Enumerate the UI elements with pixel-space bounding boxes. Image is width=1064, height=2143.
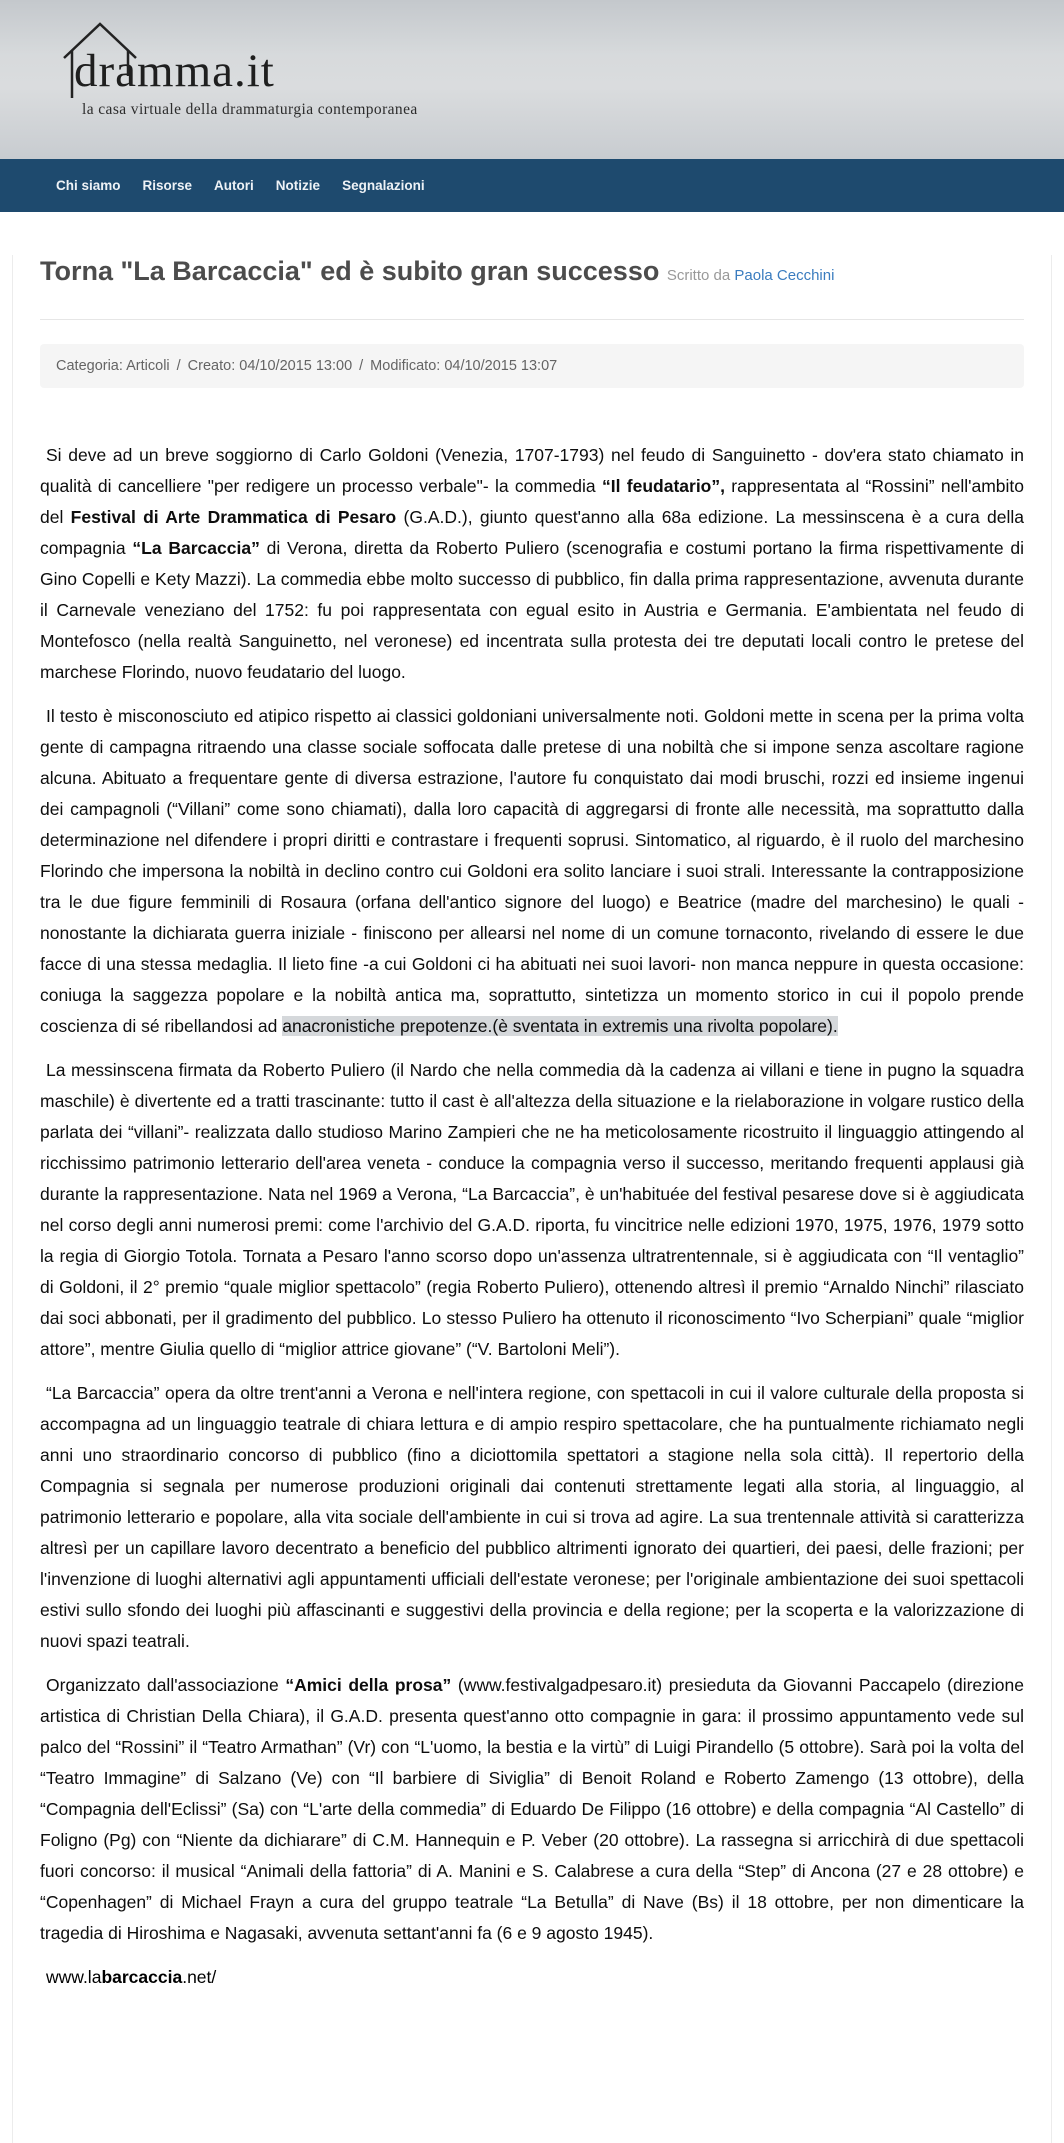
paragraph-text: rappresentata al “Rossini” nell'ambito del: [40, 476, 1025, 527]
article-paragraph: [40, 440, 1024, 688]
paragraph-text: di Verona, diretta da Roberto Puliero (scenografia e costumi portano la firma rispettivamente di Gino Copelli e Kety Mazzi). La commedia ebbe molto successo di pubblico, fin dalla prima rappresentazione, avvenuta durante il Carnevale veneziano del 1752: fu poi rappresentata con egual esito in Austria e Germania. E'ambientata nel feudo di Montefosco (nella realtà Sanguinetto, nel veronese) ed incentrata sulla protesta dei tre deputati locali contro le pretese del marchese Florindo, nuovo feudatario del luogo.: [40, 538, 1025, 682]
link-text: www.la: [46, 1967, 102, 1987]
site-header: [0, 0, 1064, 159]
main-nav: [0, 159, 1064, 212]
byline: [667, 267, 835, 284]
link-text: .net/: [182, 1967, 217, 1987]
paragraph-text-bold: “Amici della prosa”: [285, 1675, 452, 1695]
article-paragraph: [40, 1055, 1024, 1365]
nav-item-notizie[interactable]: Notizie: [275, 178, 321, 193]
article-paragraph: [40, 1670, 1024, 1949]
house-icon: [58, 14, 142, 105]
meta-category: Categoria: Articoli: [56, 358, 170, 374]
nav-item-risorse[interactable]: Risorse: [142, 178, 193, 193]
paragraph-text-bold: Festival di Arte Drammatica di Pesaro: [70, 507, 397, 527]
title-divider: [40, 319, 1024, 320]
barcaccia-link[interactable]: [40, 1962, 1024, 1993]
paragraph-text-bold: “La Barcaccia”: [132, 538, 260, 558]
paragraph-text: Si deve ad un breve soggiorno di Carlo Goldoni (Venezia, 1707-1793) nel feudo di Sanguinetto - dov'era stato chiamato in qualità di cancelliere "per redigere un processo verbale"- la commedia: [40, 445, 1024, 496]
logo-tagline: la casa virtuale della drammaturgia contemporanea: [82, 101, 418, 118]
meta-separator: /: [176, 358, 181, 374]
paragraph-text-highlighted: anacronistiche prepotenze.(è sventata in extremis una rivolta popolare).: [282, 1016, 838, 1036]
article-title: Torna "La Barcaccia" ed è subito gran successo: [40, 256, 660, 286]
author-link[interactable]: Paola Cecchini: [734, 267, 835, 284]
page-title: [40, 255, 1024, 292]
paragraph-text: “La Barcaccia” opera da oltre trent'anni a Verona e nell'intera regione, con spettacoli in cui il valore culturale della proposta si accompagna ad un linguaggio teatrale di chiara lettura e di ampio respiro spettacolare, che ha puntualmente richiamato negli anni uno straordinario concorso di pubblico (fino a diciottomila spettatori a stagione nella sola città). Il repertorio della Compagnia si segnala per numerose produzioni originali dai contenuti strettamente legati alla storia, al linguaggio, al patrimonio letterario e popolare, alla vita sociale dell'ambiente in cui si trova ad agire. La sua trentennale attività si caratterizza altresì per un capillare lavoro decentrato a beneficio del pubblico altrimenti ignorato dei quartieri, dei paesi, delle frazioni; per l'invenzione di luoghi alternativi agli appuntamenti ufficiali dell'estate veronese; per l'originale ambientazione dei suoi spettacoli estivi sullo sfondo dei luoghi più affascinanti e suggestivi della provincia e della regione; per la scoperta e la valorizzazione di nuovi spazi teatrali.: [40, 1383, 1024, 1651]
paragraph-text: La messinscena firmata da Roberto Puliero (il Nardo che nella commedia dà la cadenza ai villani e tiene in pugno la squadra maschile) è divertente ed a tratti trascinante: tutto il cast è all'altezza della situazione e la rielaborazione in volgare rustico della parlata dei “villani”- realizzata dallo studioso Marino Zampieri che ne ha meticolosamente ricostruito il linguaggio attingendo al ricchissimo patrimonio letterario dell'area veneta - conduce la compagnia verso il successo, meritando frequenti applausi già durante la rappresentazione. Nata nel 1969 a Verona, “La Barcaccia”, è un'habituée del festival pesarese dove si è aggiudicata nel corso degli anni numerosi premi: come l'archivio del G.A.D. riporta, fu vincitrice nelle edizioni 1970, 1975, 1976, 1979 sotto la regia di Giorgio Totola. Tornata a Pesaro l'anno scorso dopo un'assenza ultratrentennale, si è aggiudicata con “Il ventaglio” di Goldoni, il 2° premio “quale miglior spettacolo” (regia Roberto Puliero), ottenendo altresì il premio “Arnaldo Ninchi” rilasciato dai soci abbonati, per il gradimento del pubblico. Lo stesso Puliero ha ottenuto il riconoscimento “Ivo Scherpiani” quale “miglior attore”, mentre Giulia quello di “miglior attrice giovane” (“V. Bartoloni Meli”).: [40, 1060, 1024, 1359]
article-meta: [40, 344, 1024, 388]
link-text-bold: barcaccia: [101, 1967, 183, 1987]
byline-prefix: Scritto da: [666, 267, 735, 284]
paragraph-text: Organizzato dall'associazione: [46, 1675, 286, 1695]
nav-item-chi-siamo[interactable]: Chi siamo: [56, 178, 121, 193]
paragraph-text-bold: “Il feudatario”,: [601, 476, 725, 496]
article-body: [40, 440, 1024, 1993]
meta-separator: /: [359, 358, 364, 374]
meta-created: Creato: 04/10/2015 13:00: [187, 358, 353, 374]
meta-modified: Modificato: 04/10/2015 13:07: [370, 358, 558, 374]
site-logo[interactable]: [66, 8, 418, 119]
nav-item-segnalazioni[interactable]: Segnalazioni: [342, 178, 425, 193]
article-paragraph: [40, 1378, 1024, 1657]
nav-item-autori[interactable]: Autori: [214, 178, 254, 193]
paragraph-text: (www.festivalgadpesaro.it) presieduta da Giovanni Paccapelo (direzione artistica di Christian Della Chiara), il G.A.D. presenta quest'anno otto compagnie in gara: il prossimo appuntamento vede sul palco del “Rossini” il “Teatro Armathan” (Vr) con “L'uomo, la bestia e la virtù” di Luigi Pirandello (5 ottobre). Sarà poi la volta del “Teatro Immagine” di Salzano (Ve) con “Il barbiere di Siviglia” di Benoit Roland e Roberto Zamengo (13 ottobre), della “Compagnia dell'Eclissi” (Sa) con “L'arte della commedia” di Eduardo De Filippo (16 ottobre) e della compagnia “Al Castello” di Foligno (Pg) con “Niente da dichiarare” di C.M. Hannequin e P. Veber (20 ottobre). La rassegna si arricchirà di due spettacoli fuori concorso: il musical “Animali della fattoria” di A. Manini e S. Calabrese a cura della “Step” di Ancona (27 e 28 ottobre) e “Copenhagen” di Michael Frayn a cura del gruppo teatrale “La Betulla” di Nave (Bs) il 18 ottobre, per non dimenticare la tragedia di Hiroshima e Nagasaki, avvenuta settant'anni fa (6 e 9 agosto 1945).: [40, 1675, 1025, 1943]
logo-text: dramma.it: [74, 45, 275, 97]
main-content: [12, 255, 1052, 2143]
article-paragraph: [40, 701, 1024, 1042]
paragraph-text: Il testo è misconosciuto ed atipico rispetto ai classici goldoniani universalmente noti. Goldoni mette in scena per la prima volta gente di campagna ritraendo una classe sociale soffocata dalle pretese di una nobiltà che si impone senza ascoltare ragione alcuna. Abituato a frequentare gente di diversa estrazione, l'autore fu conquistato dai modi bruschi, rozzi ed insieme ingenui dei campagnoli (“Villani” come sono chiamati), dalla loro capacità di aggregarsi di fronte alle necessità, ma soprattutto dalla determinazione nel difendere i propri diritti e contrastare i frequenti soprusi. Sintomatico, al riguardo, è il ruolo del marchesino Florindo che impersona la nobiltà in declino contro cui Goldoni era solito lanciare i suoi strali. Interessante la contrapposizione tra le due figure femminili di Rosaura (orfana dell'antico signore del luogo) e Beatrice (madre del marchesino) le quali - nonostante la dichiarata guerra iniziale - finiscono per allearsi nel nome di un comune tornaconto, rivelando di essere le due facce di una stessa medaglia. Il lieto fine -a cui Goldoni ci ha abituati nei suoi lavori- non manca neppure in questa occasione: coniuga la saggezza popolare e la nobiltà antica ma, soprattutto, sintetizza un momento storico in cui il popolo prende coscienza di sé ribellandosi ad: [40, 706, 1024, 1036]
paragraph-text: (G.A.D.), giunto quest'anno alla 68a edizione. La messinscena è a cura della compagnia: [40, 507, 1024, 558]
